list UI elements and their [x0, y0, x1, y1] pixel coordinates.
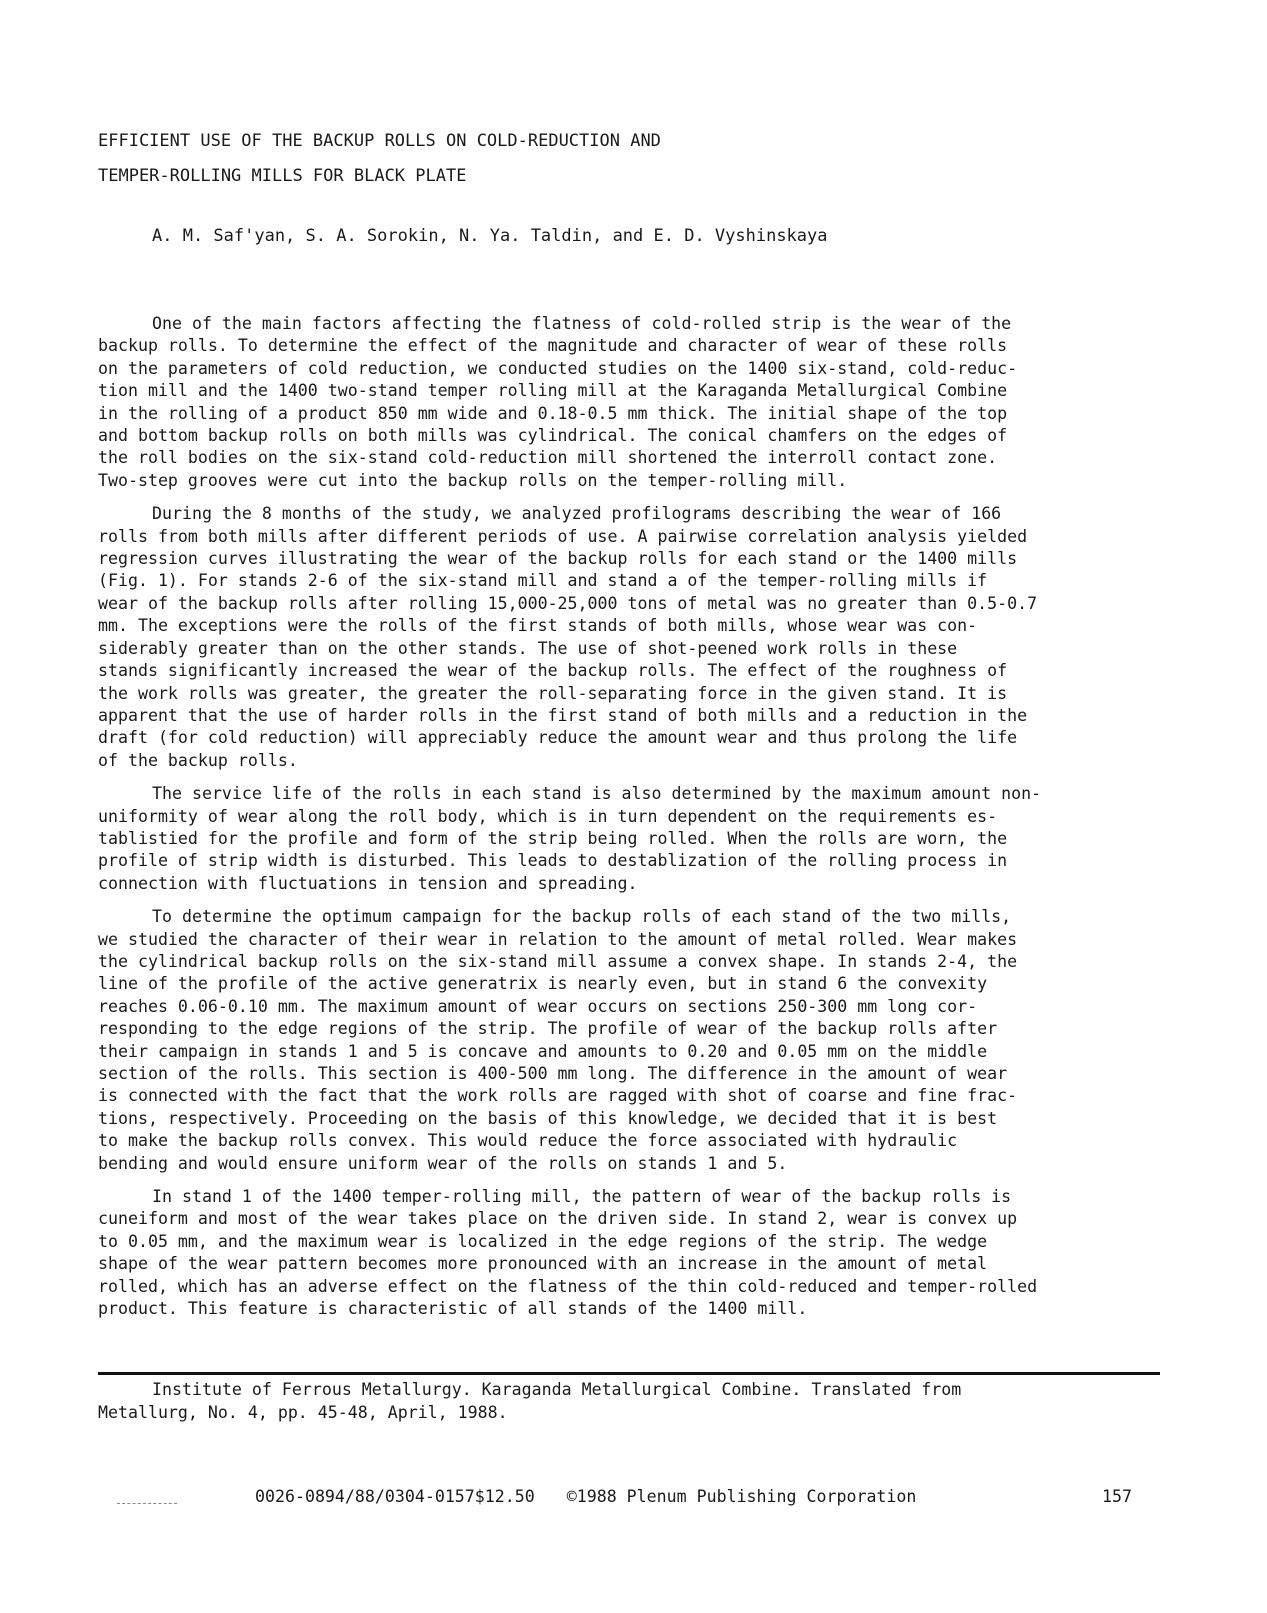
text-line: on the parameters of cold reduction, we conducted studies on the 1400 six-stand, cold-reduc- [98, 358, 1018, 378]
author-list: A. M. Saf'yan, S. A. Sorokin, N. Ya. Taldin, and E. D. Vyshinskaya [152, 226, 828, 246]
text-line: uniformity of wear along the roll body, which is in turn dependent on the requirements es- [98, 806, 998, 826]
text-line: profile of strip width is disturbed. This leads to destablization of the rolling process in [98, 851, 1008, 871]
text-line: mm. The exceptions were the rolls of the first stands of both mills, whose wear was con- [98, 616, 978, 636]
text-line: is connected with the fact that the work rolls are ragged with shot of coarse and fine frac- [98, 1086, 1018, 1106]
text-line: (Fig. 1). For stands 2-6 of the six-stand mill and stand a of the temper-rolling mills if [98, 571, 988, 591]
text-line: tions, respectively. Proceeding on the basis of this knowledge, we decided that it is best [98, 1108, 998, 1128]
article-title [98, 124, 1098, 194]
text-line: tion mill and the 1400 two-stand temper rolling mill at the Karaganda Metallurgical Combine [98, 381, 1008, 401]
text-line: One of the main factors affecting the flatness of cold-rolled strip is the wear of the [152, 314, 1012, 333]
text-line: rolls from both mills after different periods of use. A pairwise correlation analysis yielded [98, 526, 1028, 546]
text-line: to 0.05 mm, and the maximum wear is localized in the edge regions of the strip. The wedge [98, 1231, 988, 1251]
text-line: draft (for cold reduction) will appreciably reduce the amount wear and thus prolong the life [98, 728, 1018, 748]
text-line: product. This feature is characteristic of all stands of the 1400 mill. [98, 1299, 808, 1319]
text-line: The service life of the rolls in each stand is also determined by the maximum amount non- [152, 784, 1042, 804]
text-line: reaches 0.06-0.10 mm. The maximum amount of wear occurs on sections 250-300 mm long cor- [98, 996, 978, 1016]
text-line: backup rolls. To determine the effect of the magnitude and character of wear of these rolls [98, 336, 1008, 356]
text-line: regression curves illustrating the wear of the backup rolls for each stand or the 1400 mills [98, 549, 1018, 569]
copyright-notice: ©1988 Plenum Publishing Corporation [566, 1487, 917, 1506]
text-line: cuneiform and most of the wear takes place on the driven side. In stand 2, wear is convex up [98, 1209, 1018, 1229]
text-line: and bottom backup rolls on both mills was cylindrical. The conical chamfers on the edges of [98, 426, 1008, 446]
title-line: EFFICIENT USE OF THE BACKUP ROLLS ON COLD-REDUCTION AND [98, 131, 661, 151]
text-line: connection with fluctuations in tension and spreading. [98, 873, 638, 893]
text-line: to make the backup rolls convex. This would reduce the force associated with hydraulic [98, 1131, 958, 1151]
text-line: of the backup rolls. [98, 750, 298, 770]
text-line: tablistied for the profile and form of the strip being rolled. When the rolls are worn, the [98, 828, 1008, 848]
text-line: bending and would ensure uniform wear of the rolls on stands 1 and 5. [98, 1153, 788, 1173]
text-line: we studied the character of their wear in relation to the amount of metal rolled. Wear makes [98, 929, 1018, 949]
text-line: responding to the edge regions of the strip. The profile of wear of the backup rolls after [98, 1019, 998, 1039]
footnote-line: Metallurg, No. 4, pp. 45-48, April, 1988. [98, 1403, 508, 1422]
text-line: rolled, which has an adverse effect on the flatness of the thin cold-reduced and temper-rolled [98, 1276, 1038, 1296]
text-line: line of the profile of the active generatrix is nearly even, but in stand 6 the convexity [98, 974, 988, 994]
page-footer [255, 1486, 1135, 1508]
text-line: section of the rolls. This section is 400-500 mm long. The difference in the amount of wear [98, 1064, 1008, 1083]
scan-artifact [117, 1503, 177, 1505]
text-line: the cylindrical backup rolls on the six-stand mill assume a convex shape. In stands 2-4, the [98, 951, 1018, 971]
text-line: the work rolls was greater, the greater the roll-separating force in the given stand. It is [98, 683, 1008, 703]
text-line: siderably greater than on the other stands. The use of shot-peened work rolls in these [98, 638, 958, 658]
text-line: their campaign in stands 1 and 5 is concave and amounts to 0.20 and 0.05 mm on the middle [98, 1041, 988, 1061]
footnote-rule [98, 1372, 1160, 1375]
text-line: shape of the wear pattern becomes more pronounced with an increase in the amount of metal [98, 1254, 988, 1274]
paragraph-3 [98, 783, 1160, 895]
footnote-line: Institute of Ferrous Metallurgy. Karaganda Metallurgical Combine. Translated from [152, 1380, 962, 1399]
article-body [98, 313, 1160, 1331]
text-line: During the 8 months of the study, we analyzed profilograms describing the wear of 166 [152, 504, 1002, 524]
paragraph-4 [98, 906, 1160, 1175]
text-line: To determine the optimum campaign for the backup rolls of each stand of the two mills, [152, 907, 1012, 927]
title-line: TEMPER-ROLLING MILLS FOR BLACK PLATE [98, 166, 467, 186]
journal-code: 0026-0894/88/0304-0157$12.50 [255, 1487, 535, 1506]
text-line: the roll bodies on the six-stand cold-reduction mill shortened the interroll contact zone. [98, 448, 998, 468]
text-line: Two-step grooves were cut into the backup rolls on the temper-rolling mill. [98, 470, 848, 490]
text-line: apparent that the use of harder rolls in the first stand of both mills and a reduction in the [98, 705, 1028, 725]
text-line: In stand 1 of the 1400 temper-rolling mill, the pattern of wear of the backup rolls is [152, 1187, 1012, 1207]
text-line: in the rolling of a product 850 mm wide and 0.18-0.5 mm thick. The initial shape of the top [98, 403, 1008, 423]
paragraph-5 [98, 1186, 1160, 1320]
paragraph-1 [98, 313, 1160, 492]
page-number: 157 [1102, 1487, 1132, 1506]
text-line: stands significantly increased the wear of the backup rolls. The effect of the roughness of [98, 661, 1008, 681]
paragraph-2 [98, 503, 1160, 772]
text-line: wear of the backup rolls after rolling 15,000-25,000 tons of metal was no greater than 0.5-0.7 [98, 593, 1038, 613]
footnote [98, 1378, 1160, 1424]
